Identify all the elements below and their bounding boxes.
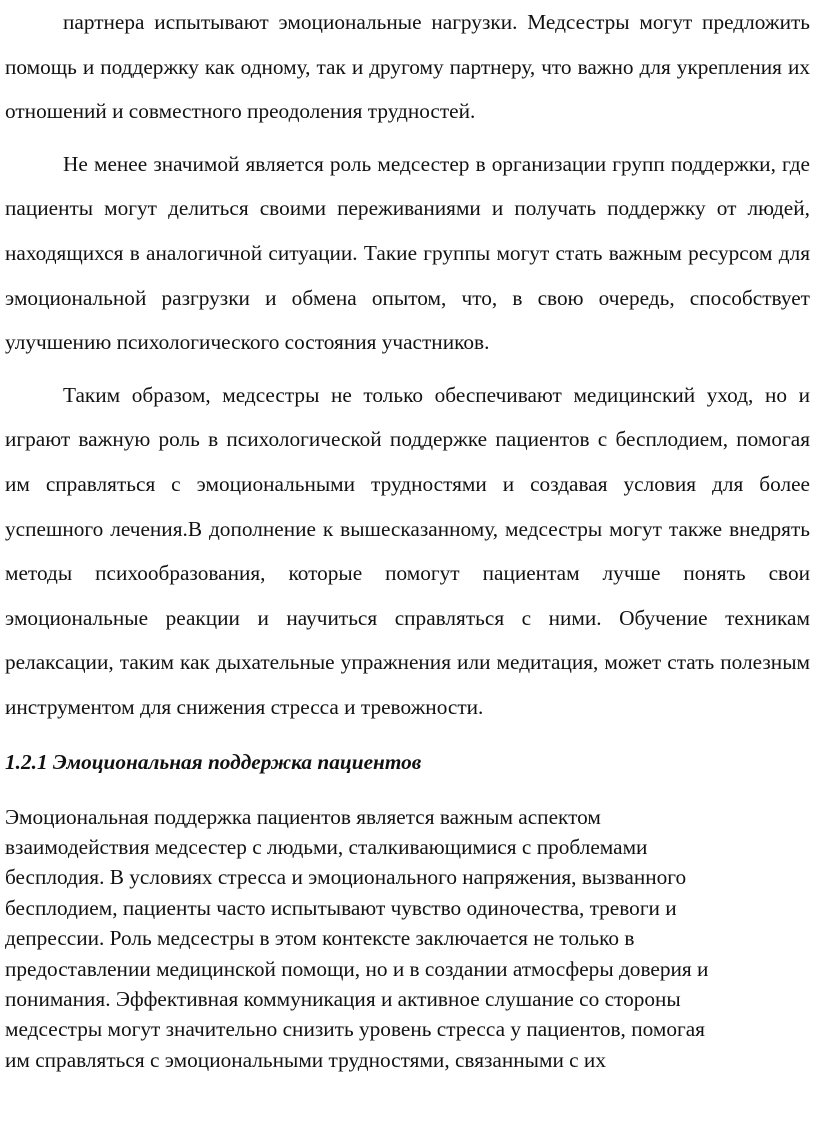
paragraph-line: бесплодием, пациенты часто испытывают чувство одиночества, тревоги и bbox=[5, 895, 677, 920]
paragraph-line: бесплодия. В условиях стресса и эмоционального напряжения, вызванного bbox=[5, 865, 687, 890]
paragraph-line: медсестры могут значительно снизить уровень стресса у пациентов, помогая bbox=[5, 1017, 705, 1042]
paragraph-line: понимания. Эффективная коммуникация и активное слушание со стороны bbox=[5, 986, 681, 1011]
paragraph-line: им справляться с эмоциональными трудностями, связанными с их bbox=[5, 1047, 606, 1072]
paragraph-line: Эмоциональная поддержка пациентов является важным аспектом bbox=[5, 804, 601, 829]
body-paragraph-support-groups: Не менее значимой является роль медсестер в организации групп поддержки, где пациенты могут делиться своими переживаниями и получать поддержку от людей, находящихся в аналогичной ситуации. Такие группы могут стать важным ресурсом для эмоциональной разгрузки и обмена опытом, что, в свою очередь, способствует улучшению психологического состояния участников. bbox=[5, 151, 810, 355]
section-heading: 1.2.1 Эмоциональная поддержка пациентов bbox=[5, 749, 422, 774]
paragraph-line: предоставлении медицинской помощи, но и в создании атмосферы доверия и bbox=[5, 956, 709, 981]
paragraph-line: депрессии. Роль медсестры в этом контексте заключается не только в bbox=[5, 926, 635, 951]
body-paragraph-continuation: партнера испытывают эмоциональные нагрузки. Медсестры могут предложить помощь и поддержку как одному, так и другому партнеру, что важно для укрепления их отношений и совместного преодоления трудностей. bbox=[5, 10, 810, 124]
paragraph-line: взаимодействия медсестер с людьми, сталкивающимися с проблемами bbox=[5, 834, 648, 859]
body-paragraph-conclusion: Таким образом, медсестры не только обеспечивают медицинский уход, но и играют важную роль в психологической поддержке пациентов с бесплодием, помогая им справляться с эмоциональными трудностями и создавая условия для более успешного лечения.В дополнение к вышесказанному, медсестры могут также внедрять методы психообразования, которые помогут пациентам лучше понять свои эмоциональные реакции и научиться справляться с ними. Обучение техникам релаксации, таким как дыхательные упражнения или медитация, может стать полезным инструментом для снижения стресса и тревожности. bbox=[5, 382, 810, 719]
body-paragraph-emotional-support bbox=[5, 802, 810, 1076]
